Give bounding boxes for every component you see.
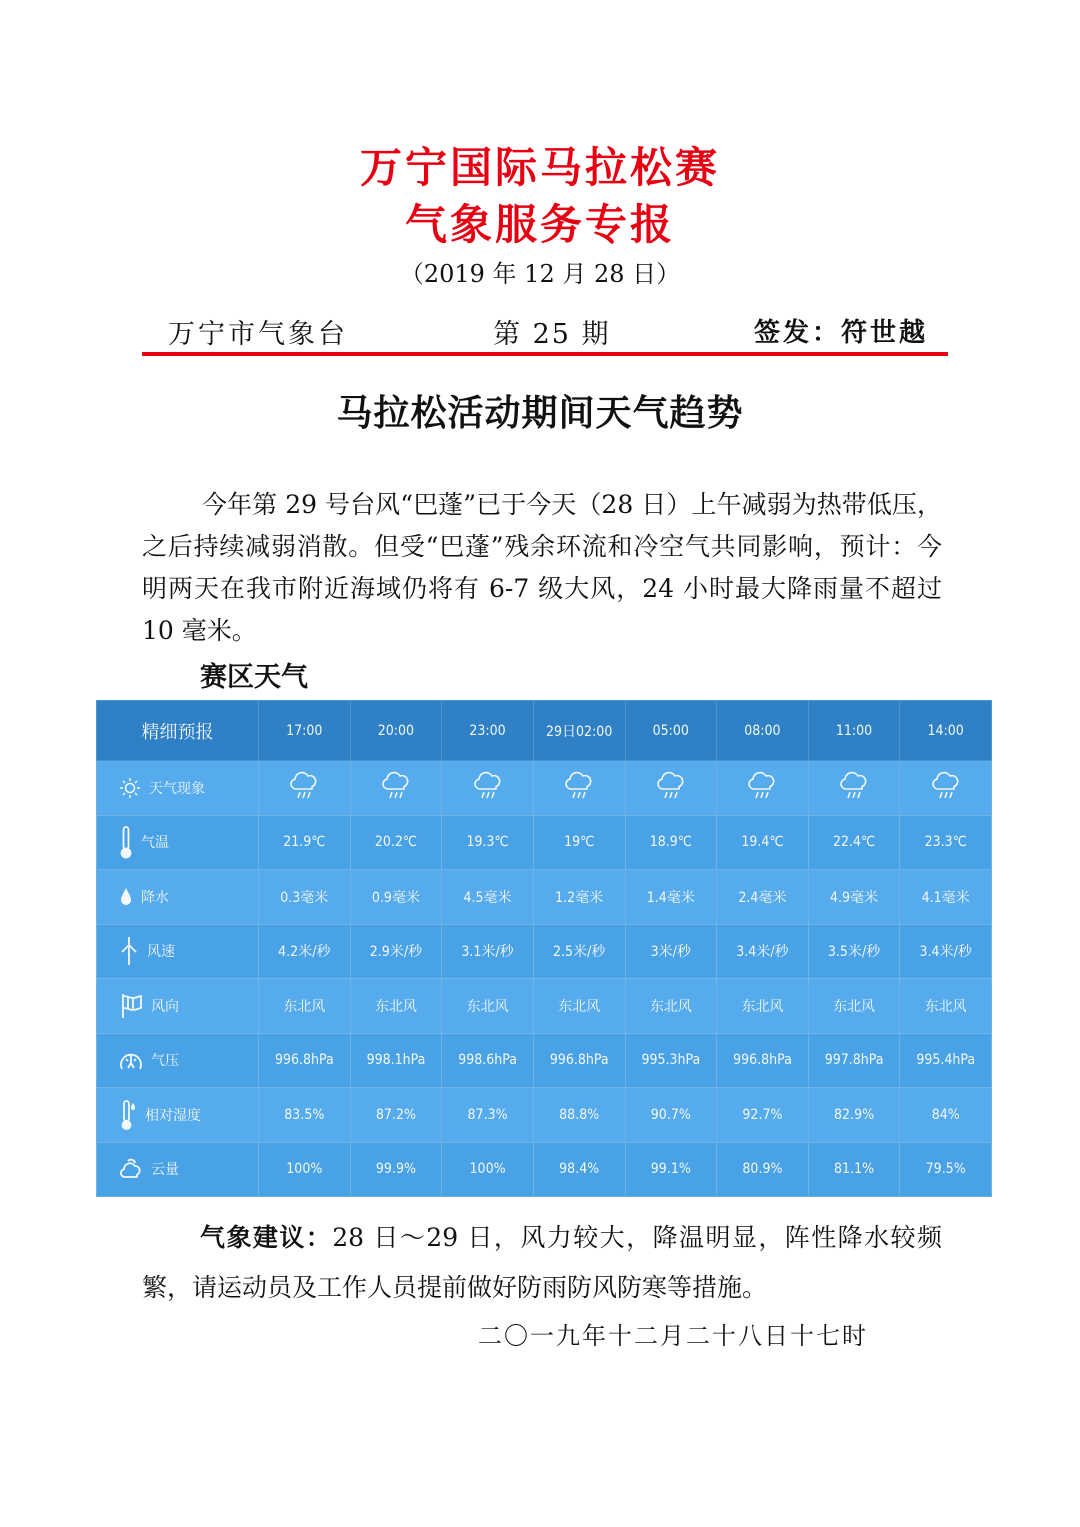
- issue-number: 第 25 期: [493, 319, 611, 350]
- row-label: 天气现象: [97, 761, 259, 816]
- pressure-row: [97, 1033, 992, 1088]
- value-cell: 3.4米/秒: [717, 924, 809, 979]
- wind-speed-row: [97, 924, 992, 979]
- value-cell: 20.2℃: [350, 815, 442, 870]
- row-label: 气温: [97, 815, 259, 870]
- value-cell: 995.4hPa: [900, 1033, 992, 1088]
- value-cell: 80.9%: [717, 1142, 809, 1197]
- value-cell: 88.8%: [533, 1088, 625, 1143]
- value-cell: 100%: [442, 1142, 534, 1197]
- value-cell: 997.8hPa: [808, 1033, 900, 1088]
- forecast-header-label: 精细预报: [97, 701, 259, 761]
- value-cell: 3.4米/秒: [900, 924, 992, 979]
- value-cell: 4.5毫米: [442, 870, 534, 925]
- value-cell: 0.9毫米: [350, 870, 442, 925]
- value-cell: 19.4℃: [717, 815, 809, 870]
- value-cell: 2.4毫米: [717, 870, 809, 925]
- cloud-rain-icon: [900, 761, 992, 816]
- wind-direction-icon: [119, 992, 143, 1020]
- header-divider: [142, 352, 948, 356]
- time-header: 20:00: [350, 701, 442, 761]
- value-cell: 996.8hPa: [259, 1033, 351, 1088]
- value-cell: 东北风: [259, 979, 351, 1034]
- value-cell: 84%: [900, 1088, 992, 1143]
- report-title-line1: 万宁国际马拉松赛: [359, 143, 720, 192]
- value-cell: 19.3℃: [442, 815, 534, 870]
- raindrop-icon: [119, 886, 133, 908]
- report-date: （2019 年 12 月 28 日）: [399, 260, 681, 288]
- humidity-icon: [119, 1099, 137, 1131]
- time-header: 14:00: [900, 701, 992, 761]
- value-cell: 4.1毫米: [900, 870, 992, 925]
- time-header: 11:00: [808, 701, 900, 761]
- value-cell: 4.9毫米: [808, 870, 900, 925]
- temperature-row: [97, 815, 992, 870]
- cloud-rain-icon: [442, 761, 534, 816]
- value-cell: 998.1hPa: [350, 1033, 442, 1088]
- time-header: 05:00: [625, 701, 717, 761]
- value-cell: 东北风: [625, 979, 717, 1034]
- value-cell: 3.5米/秒: [808, 924, 900, 979]
- value-cell: 4.2米/秒: [259, 924, 351, 979]
- value-cell: 79.5%: [900, 1142, 992, 1197]
- value-cell: 东北风: [350, 979, 442, 1034]
- value-cell: 92.7%: [717, 1088, 809, 1143]
- thermometer-icon: [119, 825, 133, 859]
- value-cell: 东北风: [808, 979, 900, 1034]
- row-label: 相对湿度: [97, 1088, 259, 1143]
- cloud-rain-icon: [717, 761, 809, 816]
- value-cell: 996.8hPa: [533, 1033, 625, 1088]
- subheading: 马拉松活动期间天气趋势: [336, 393, 744, 434]
- section-title: 赛区天气: [200, 662, 308, 693]
- cloud-rain-icon: [350, 761, 442, 816]
- forecast-header-row: [97, 701, 992, 761]
- value-cell: 996.8hPa: [717, 1033, 809, 1088]
- wind-direction-row: [97, 979, 992, 1034]
- precipitation-row: [97, 870, 992, 925]
- advice-paragraph: [142, 1213, 942, 1313]
- value-cell: 0.3毫米: [259, 870, 351, 925]
- row-label: 气压: [97, 1033, 259, 1088]
- forecast-table: [96, 700, 992, 1197]
- value-cell: 87.2%: [350, 1088, 442, 1143]
- cloud-cover-row: [97, 1142, 992, 1197]
- value-cell: 2.5米/秒: [533, 924, 625, 979]
- value-cell: 东北风: [533, 979, 625, 1034]
- value-cell: 22.4℃: [808, 815, 900, 870]
- time-header: 08:00: [717, 701, 809, 761]
- value-cell: 19℃: [533, 815, 625, 870]
- issuer: 万宁市气象台: [168, 319, 348, 350]
- value-cell: 21.9℃: [259, 815, 351, 870]
- value-cell: 23.3℃: [900, 815, 992, 870]
- value-cell: 998.6hPa: [442, 1033, 534, 1088]
- cloud-rain-icon: [533, 761, 625, 816]
- value-cell: 2.9米/秒: [350, 924, 442, 979]
- value-cell: 1.4毫米: [625, 870, 717, 925]
- value-cell: 83.5%: [259, 1088, 351, 1143]
- value-cell: 81.1%: [808, 1142, 900, 1197]
- weather-row: [97, 761, 992, 816]
- cloud-icon: [119, 1157, 143, 1181]
- report-title-line2: 气象服务专报: [404, 200, 675, 249]
- time-header: 17:00: [259, 701, 351, 761]
- row-label: 风速: [97, 924, 259, 979]
- value-cell: 99.1%: [625, 1142, 717, 1197]
- time-header: 29日02:00: [533, 701, 625, 761]
- advice-label: 气象建议：: [200, 1223, 333, 1252]
- value-cell: 东北风: [717, 979, 809, 1034]
- value-cell: 98.4%: [533, 1142, 625, 1197]
- value-cell: 87.3%: [442, 1088, 534, 1143]
- sign-date: 二〇一九年十二月二十八日十七时: [478, 1322, 868, 1350]
- value-cell: 18.9℃: [625, 815, 717, 870]
- pressure-gauge-icon: [119, 1047, 143, 1073]
- value-cell: 1.2毫米: [533, 870, 625, 925]
- value-cell: 100%: [259, 1142, 351, 1197]
- value-cell: 82.9%: [808, 1088, 900, 1143]
- cloud-rain-icon: [259, 761, 351, 816]
- humidity-row: [97, 1088, 992, 1143]
- row-label: 降水: [97, 870, 259, 925]
- value-cell: 90.7%: [625, 1088, 717, 1143]
- value-cell: 3米/秒: [625, 924, 717, 979]
- trend-paragraph: 今年第 29 号台风“巴蓬”已于今天（28 日）上午减弱为热带低压，之后持续减弱消散。但受“巴蓬”残余环流和冷空气共同影响，预计：今明两天在我市附近海域仍将有 6-7 级大风，24 小时最大降雨量不超过 10 毫米。: [142, 490, 942, 645]
- value-cell: 995.3hPa: [625, 1033, 717, 1088]
- sun-icon: [119, 777, 141, 799]
- wind-speed-icon: [119, 935, 139, 967]
- signer: 签发：符世越: [754, 318, 929, 348]
- cloud-rain-icon: [625, 761, 717, 816]
- row-label: 云量: [97, 1142, 259, 1197]
- advice-text: 28 日～29 日，风力较大，降温明显，阵性降水较频繁，请运动员及工作人员提前做好防雨防风防寒等措施。: [142, 1223, 942, 1302]
- time-header: 23:00: [442, 701, 534, 761]
- cloud-rain-icon: [808, 761, 900, 816]
- row-label: 风向: [97, 979, 259, 1034]
- value-cell: 东北风: [900, 979, 992, 1034]
- value-cell: 东北风: [442, 979, 534, 1034]
- value-cell: 99.9%: [350, 1142, 442, 1197]
- value-cell: 3.1米/秒: [442, 924, 534, 979]
